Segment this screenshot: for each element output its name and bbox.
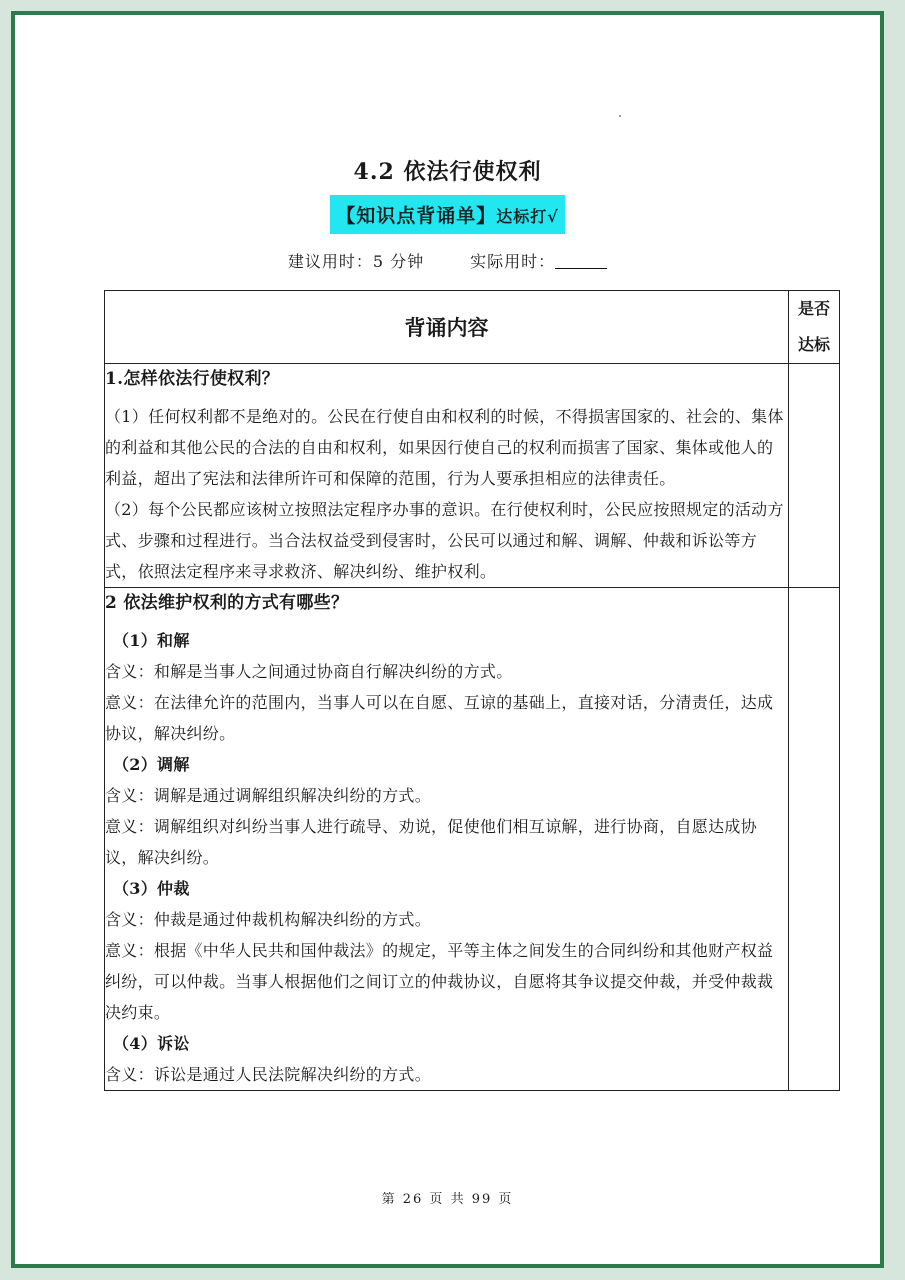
item1-meaning: 含义：和解是当事人之间通过协商自行解决纠纷的方式。 bbox=[105, 662, 513, 681]
section2-check-cell[interactable] bbox=[788, 588, 839, 1091]
header-content: 背诵内容 bbox=[105, 291, 789, 364]
header-pass-line1: 是否 bbox=[797, 299, 830, 318]
actual-time-label: 实际用时： bbox=[470, 252, 556, 271]
header-pass-line2: 达标 bbox=[797, 335, 830, 354]
subtitle-tail: 达标打√ bbox=[496, 207, 559, 226]
subtitle-highlight bbox=[330, 195, 565, 234]
recite-table bbox=[104, 290, 840, 1091]
table-row bbox=[105, 364, 840, 588]
section2-question: 2 依法维护权利的方式有哪些？ bbox=[105, 593, 349, 613]
section1-p2: （2）每个公民都应该树立按照法定程序办事的意识。在行使权利时，公民应按照规定的活动方式、步骤和过程进行。当合法权益受到侵害时，公民可以通过和解、调解、仲裁和诉讼等方式，依照法定程序来寻求救济、解决纠纷、维护权利。 bbox=[105, 500, 784, 581]
item2-meaning: 含义：调解是通过调解组织解决纠纷的方式。 bbox=[105, 786, 432, 805]
item2-heading: （2）调解 bbox=[113, 755, 190, 774]
item1-significance: 意义：在法律允许的范围内，当事人可以在自愿、互谅的基础上，直接对话，分清责任，达成协议，解决纠纷。 bbox=[105, 693, 774, 743]
table-header-row bbox=[105, 291, 840, 364]
section1-question: 1.怎样依法行使权利？ bbox=[105, 369, 280, 389]
subtitle-main: 【知识点背诵单】 bbox=[336, 205, 497, 227]
timing-row bbox=[15, 249, 880, 272]
section1-check-cell[interactable] bbox=[788, 364, 839, 588]
actual-time-blank[interactable] bbox=[555, 252, 607, 269]
speck bbox=[619, 115, 621, 117]
document-page bbox=[15, 15, 880, 1264]
item4-meaning: 含义：诉讼是通过人民法院解决纠纷的方式。 bbox=[105, 1065, 432, 1084]
section1-p1: （1）任何权利都不是绝对的。公民在行使自由和权利的时候，不得损害国家的、社会的、集体的利益和其他公民的合法的自由和权利，如果因行使自己的权利而损害了国家、集体或他人的利益，超出了宪法和法律所许可和保障的范围，行为人要承担相应的法律责任。 bbox=[105, 407, 784, 488]
item3-significance: 意义：根据《中华人民共和国仲裁法》的规定，平等主体之间发生的合同纠纷和其他财产权益纠纷，可以仲裁。当事人根据他们之间订立的仲裁协议，自愿将其争议提交仲裁，并受仲裁裁决约束。 bbox=[105, 941, 774, 1022]
subtitle-row bbox=[15, 195, 880, 234]
item4-heading: （4）诉讼 bbox=[113, 1034, 190, 1053]
table-row bbox=[105, 588, 840, 1091]
item3-heading: （3）仲裁 bbox=[113, 879, 190, 898]
section2-content bbox=[105, 588, 789, 1091]
item3-meaning: 含义：仲裁是通过仲裁机构解决纠纷的方式。 bbox=[105, 910, 432, 929]
page-title: 4.2 依法行使权利 bbox=[353, 159, 542, 185]
item2-significance: 意义：调解组织对纠纷当事人进行疏导、劝说，促使他们相互谅解，进行协商，自愿达成协议，解决纠纷。 bbox=[105, 817, 758, 867]
suggested-time: 建议用时：5 分钟 bbox=[287, 252, 425, 271]
page-number: 第 26 页 共 99 页 bbox=[381, 1192, 514, 1207]
page-frame bbox=[11, 11, 884, 1268]
section1-content bbox=[105, 364, 789, 588]
item1-heading: （1）和解 bbox=[113, 631, 190, 650]
header-pass bbox=[788, 291, 839, 364]
